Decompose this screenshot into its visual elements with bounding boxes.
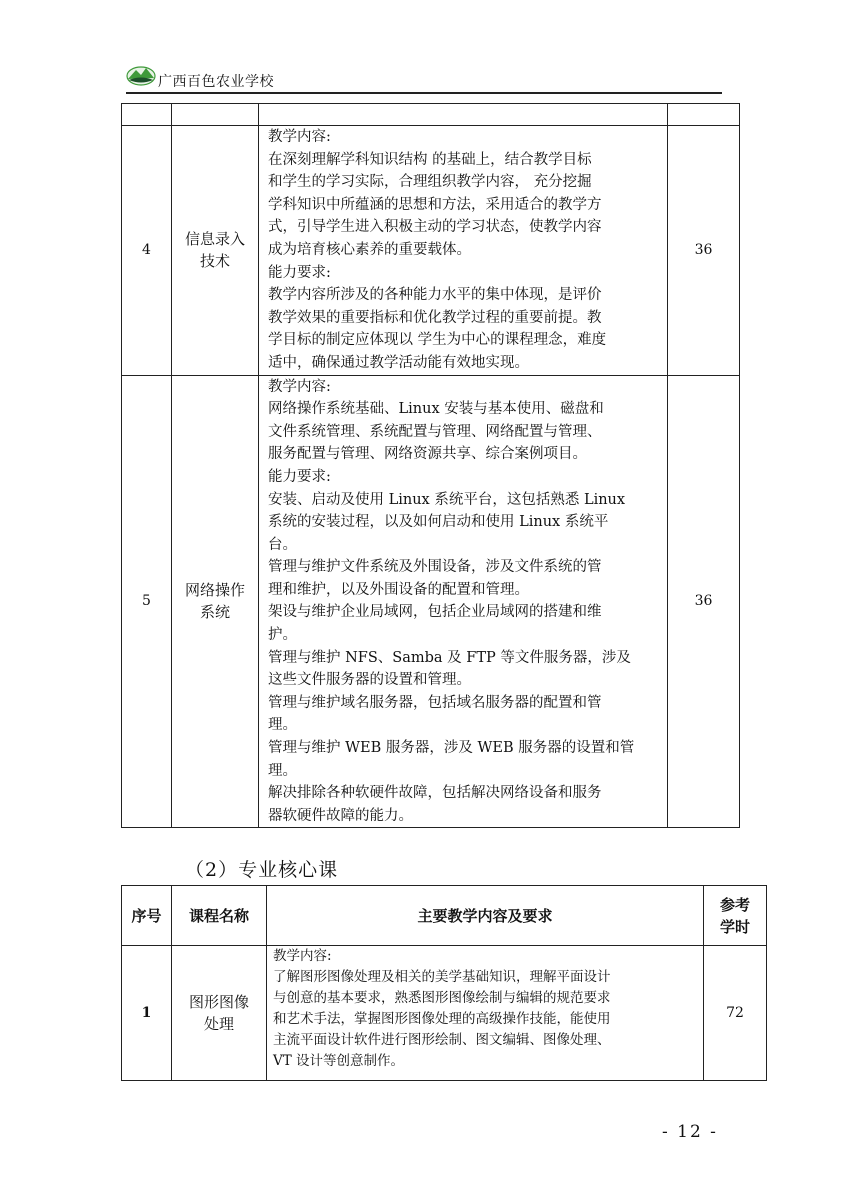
content-line: 主流平面设计软件进行图形绘制、图文编辑、图像处理、 [273, 1032, 611, 1048]
school-name: 广西百色农业学校 [158, 74, 274, 90]
content-line: 管理与维护 WEB 服务器，涉及 WEB 服务器的设置和管 [268, 740, 635, 757]
course-number: 1 [122, 946, 172, 1081]
header-hours [704, 886, 767, 946]
course-hours: 36 [668, 375, 740, 828]
content-line: 和学生的学习实际，合理组织教学内容， 充分挖掘 [268, 174, 592, 191]
content-line: 架设与维护企业局域网，包括企业局域网的搭建和维 [268, 604, 602, 621]
table-row [122, 946, 767, 1081]
content-line: VT 设计等创意制作。 [273, 1053, 405, 1069]
content-line: 成为培育核心素养的重要载体。 [268, 241, 471, 258]
course-name-line: 处理 [203, 1015, 234, 1033]
content-line: 能力要求: [268, 468, 331, 485]
course-name [172, 126, 259, 376]
course-number: 4 [122, 126, 172, 376]
content-line: 教学内容: [273, 948, 332, 964]
header-hours-line: 参考 [719, 895, 750, 914]
mountain-logo-icon [126, 64, 156, 86]
course-name [172, 946, 267, 1081]
page-number: - 12 - [662, 1122, 718, 1142]
table-header-row [122, 886, 767, 946]
content-line: 了解图形图像处理及相关的美学基础知识，理解平面设计 [273, 969, 611, 985]
content-line: 网络操作系统基础、Linux 安装与基本使用、磁盘和 [268, 401, 604, 418]
course-name-line: 系统 [199, 603, 230, 622]
table-cell [172, 104, 259, 126]
course-name-line: 技术 [199, 252, 230, 271]
table-row [122, 375, 740, 828]
content-line: 在深刻理解学科知识结构 的基础上，结合教学目标 [268, 151, 592, 168]
content-line: 安装、启动及使用 Linux 系统平台，这包括熟悉 Linux [268, 491, 626, 508]
course-name-line: 网络操作 [184, 581, 245, 600]
content-line: 护。 [268, 627, 297, 644]
header-hours-line: 学时 [719, 917, 750, 936]
table-row [122, 126, 740, 376]
content-line: 式，引导学生进入积极主动的学习状态，使教学内容 [268, 219, 602, 236]
course-content [267, 946, 704, 1081]
table-cell [259, 104, 668, 126]
course-name [172, 375, 259, 828]
section-title: （2）专业核心课 [185, 859, 339, 881]
course-hours: 36 [668, 126, 740, 376]
content-line: 理和维护，以及外围设备的配置和管理。 [268, 581, 529, 598]
content-line: 文件系统管理、系统配置与管理、网络配置与管理、 [268, 423, 602, 440]
content-line: 台。 [268, 536, 297, 553]
content-line: 学目标的制定应体现以 学生为中心的课程理念，难度 [268, 332, 607, 349]
header-num: 序号 [122, 886, 172, 946]
table-cell [122, 104, 172, 126]
content-line: 与创意的基本要求，熟悉图形图像绘制与编辑的规范要求 [273, 990, 611, 1006]
content-line: 教学内容: [268, 129, 331, 145]
page-header [126, 58, 722, 94]
table-cell [668, 104, 740, 126]
content-line: 理。 [268, 762, 297, 779]
content-line: 理。 [268, 717, 297, 734]
course-content [259, 126, 668, 376]
header-name: 课程名称 [172, 886, 267, 946]
content-line: 教学内容所涉及的各种能力水平的集中体现，是评价 [268, 287, 602, 304]
course-content [259, 375, 668, 828]
content-line: 这些文件服务器的设置和管理。 [268, 672, 471, 689]
core-course-table [121, 885, 767, 1081]
content-line: 管理与维护域名服务器，包括域名服务器的配置和管 [268, 694, 602, 711]
content-line: 系统的安装过程，以及如何启动和使用 Linux 系统平 [268, 514, 609, 531]
course-number: 5 [122, 375, 172, 828]
content-line: 教学内容: [268, 378, 331, 395]
course-hours: 72 [704, 946, 767, 1081]
course-table-continued [121, 103, 740, 828]
content-line: 教学效果的重要指标和优化教学过程的重要前提。教 [268, 309, 602, 326]
course-name-line: 图形图像 [188, 993, 249, 1011]
content-line: 和艺术手法，掌握图形图像处理的高级操作技能，能使用 [273, 1011, 611, 1027]
table-row-spacer [122, 104, 740, 126]
content-line: 能力要求: [268, 264, 331, 281]
header-rule [126, 92, 722, 94]
content-line: 管理与维护文件系统及外围设备，涉及文件系统的管 [268, 559, 602, 576]
content-line: 服务配置与管理、网络资源共享、综合案例项目。 [268, 446, 587, 463]
content-line: 解决排除各种软硬件故障，包括解决网络设备和服务 [268, 785, 602, 802]
content-line: 学科知识中所蕴涵的思想和方法，采用适合的教学方 [268, 196, 602, 213]
course-name-line: 信息录入 [184, 230, 245, 249]
content-line: 器软硬件故障的能力。 [268, 807, 413, 824]
header-content: 主要教学内容及要求 [267, 886, 704, 946]
content-line: 适中，确保通过教学活动能有效地实现。 [268, 354, 529, 371]
content-line: 管理与维护 NFS、Samba 及 FTP 等文件服务器，涉及 [268, 649, 631, 666]
